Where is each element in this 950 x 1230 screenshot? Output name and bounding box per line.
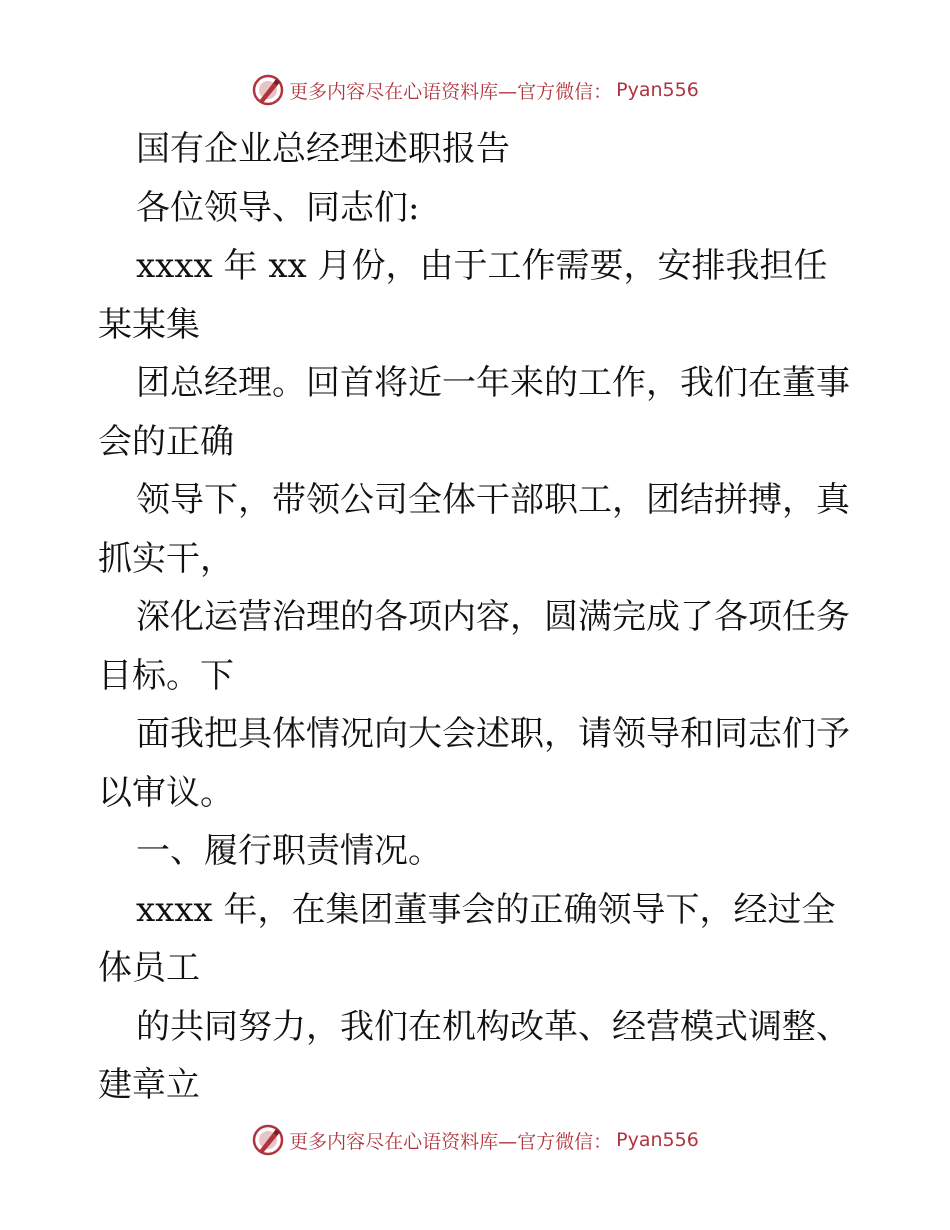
body-line: xxxx 年，在集团董事会的正确领导下，经过全 [136, 889, 836, 930]
body-line: 目标。下 [98, 655, 234, 696]
body-line: 体员工 [98, 948, 200, 988]
header-banner [0, 70, 950, 110]
banner-text: 更多内容尽在心语资料库—官方微信： [289, 80, 613, 103]
banner-text: 更多内容尽在心语资料库—官方微信： [289, 1130, 613, 1153]
pen-logo-icon [251, 73, 285, 107]
document-title: 国有企业总经理述职报告 [136, 129, 510, 169]
body-line: 会的正确 [98, 421, 234, 462]
body-line: 抓实干， [98, 538, 234, 579]
body-line: 团总经理。回首将近一年来的工作，我们在董事 [136, 363, 850, 403]
body-line: 的共同努力，我们在机构改革、经营模式调整、 [136, 1006, 850, 1047]
body-line: 以审议。 [98, 772, 234, 813]
body-line: 领导下，带领公司全体干部职工，团结拼搏，真 [136, 480, 850, 520]
banner-wechat-id: Pyan556 [616, 1129, 699, 1151]
body-line: 面我把具体情况向大会述职，请领导和同志们予 [136, 714, 850, 754]
body-line: 某某集 [98, 304, 200, 345]
document-body [98, 120, 858, 1115]
salutation: 各位领导、同志们: [136, 187, 420, 228]
banner-wechat-id: Pyan556 [616, 79, 699, 101]
body-line: 建章立 [98, 1065, 200, 1105]
body-line: xxxx 年 xx 月份，由于工作需要，安排我担任 [136, 246, 828, 286]
body-line: 深化运营治理的各项内容，圆满完成了各项任务 [136, 597, 850, 637]
pen-logo-icon [251, 1123, 285, 1157]
section-heading: 一、履行职责情况。 [136, 831, 442, 871]
footer-banner [0, 1120, 950, 1160]
